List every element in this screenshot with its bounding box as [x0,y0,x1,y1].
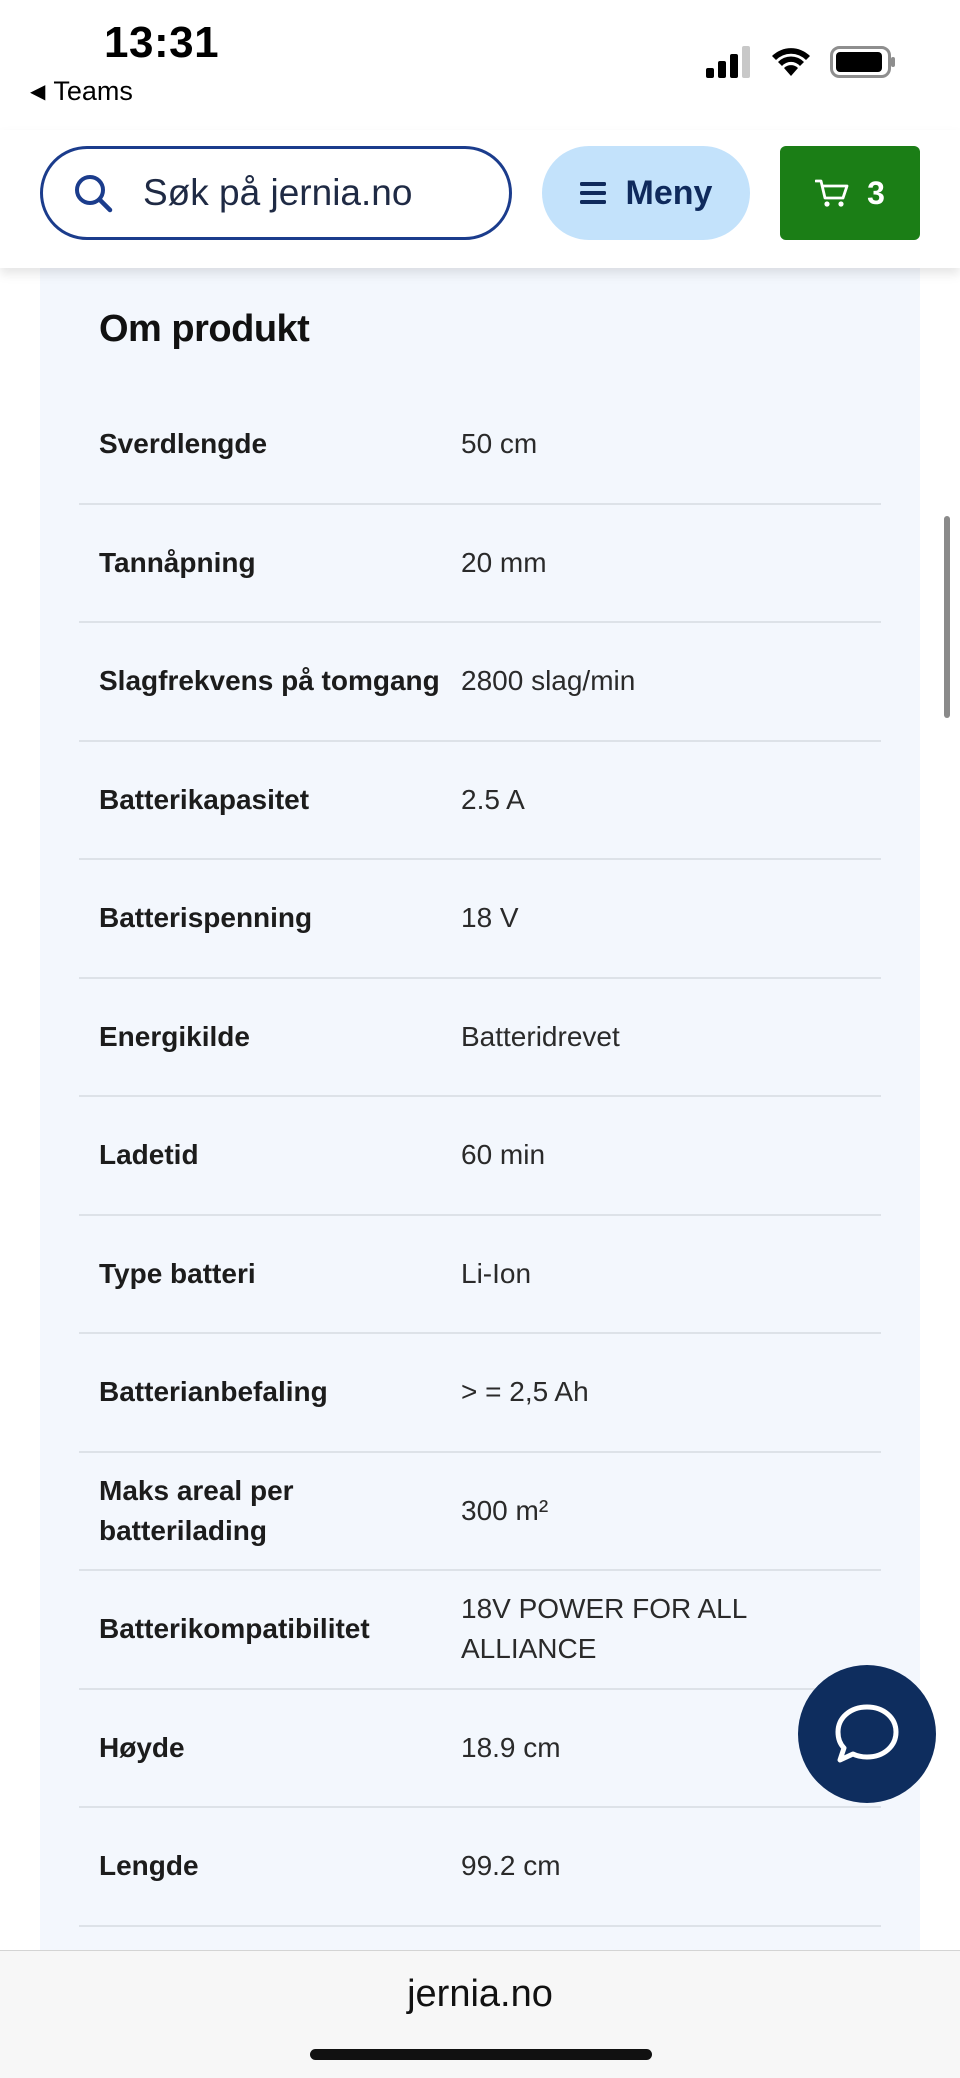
spec-label: Batterispenning [99,902,313,934]
spec-value: 300 m² [461,1494,549,1526]
spec-value: 60 min [461,1139,546,1171]
spec-value: 50 cm [461,428,538,460]
spec-value: Batteridrevet [461,1020,620,1052]
section-title: Om produkt [99,308,310,350]
cart-count: 3 [867,174,885,211]
wifi-icon [770,46,812,78]
menu-label: Meny [625,173,713,212]
spec-row [79,1216,881,1335]
spec-row [79,742,881,861]
spec-label: Batterikompatibilitet [99,1613,370,1645]
status-time: 13:31 [104,18,220,67]
search-input[interactable] [40,146,512,240]
spec-value: 18.9 cm [461,1731,561,1763]
spec-table [79,386,881,1927]
spec-value: 2800 slag/min [461,665,636,697]
spec-label: Ladetid [99,1139,199,1171]
spec-value: > = 2,5 Ah [461,1376,589,1408]
spec-row [79,1808,881,1927]
spec-label: Lengde [99,1850,199,1882]
search-icon [73,173,113,213]
back-to-app-link[interactable] [30,76,133,107]
cellular-signal-icon [706,46,752,78]
search-placeholder: Søk på jernia.no [143,172,413,213]
spec-row [79,1334,881,1453]
chat-button[interactable] [798,1665,936,1803]
spec-row [79,1097,881,1216]
chat-bubble-icon [832,1701,902,1767]
back-app-label: Teams [53,76,133,106]
spec-label: Batterikapasitet [99,783,310,815]
spec-value: 18 V [461,902,519,934]
spec-value: 99.2 cm [461,1850,561,1882]
spec-value: 20 mm [461,546,547,578]
spec-row [79,386,881,505]
page-scrollbar[interactable] [944,516,950,718]
spec-row [79,860,881,979]
browser-address-bar [0,1950,960,2078]
address-url[interactable]: jernia.no [407,1973,553,2015]
cart-button[interactable] [780,146,920,240]
spec-row [79,623,881,742]
spec-row [79,979,881,1098]
spec-label: Energikilde [99,1020,250,1052]
hamburger-icon [580,181,606,205]
back-triangle-icon: ◀ [30,81,46,103]
menu-button[interactable] [542,146,750,240]
spec-label: Type batteri [99,1257,256,1289]
status-bar [0,0,960,130]
spec-label: Høyde [99,1731,185,1763]
spec-label: Tannåpning [99,546,256,578]
spec-label: Batterianbefaling [99,1376,328,1408]
cart-icon [815,178,849,208]
spec-value: Li-Ion [461,1257,532,1289]
spec-label: Maks areal per batterilading [99,1474,294,1546]
battery-icon [830,46,896,78]
spec-row [79,1690,881,1809]
product-info-panel [40,268,920,1950]
spec-label: Slagfrekvens på tomgang [99,665,440,697]
spec-row [79,505,881,624]
home-indicator[interactable] [310,2049,652,2060]
status-icons [706,46,896,78]
spec-label: Sverdlengde [99,428,268,460]
spec-row [79,1453,881,1572]
spec-value: 18V POWER FOR ALL ALLIANCE [461,1593,747,1665]
spec-value: 2.5 A [461,783,525,815]
site-header [0,130,960,268]
spec-row [79,1571,881,1690]
